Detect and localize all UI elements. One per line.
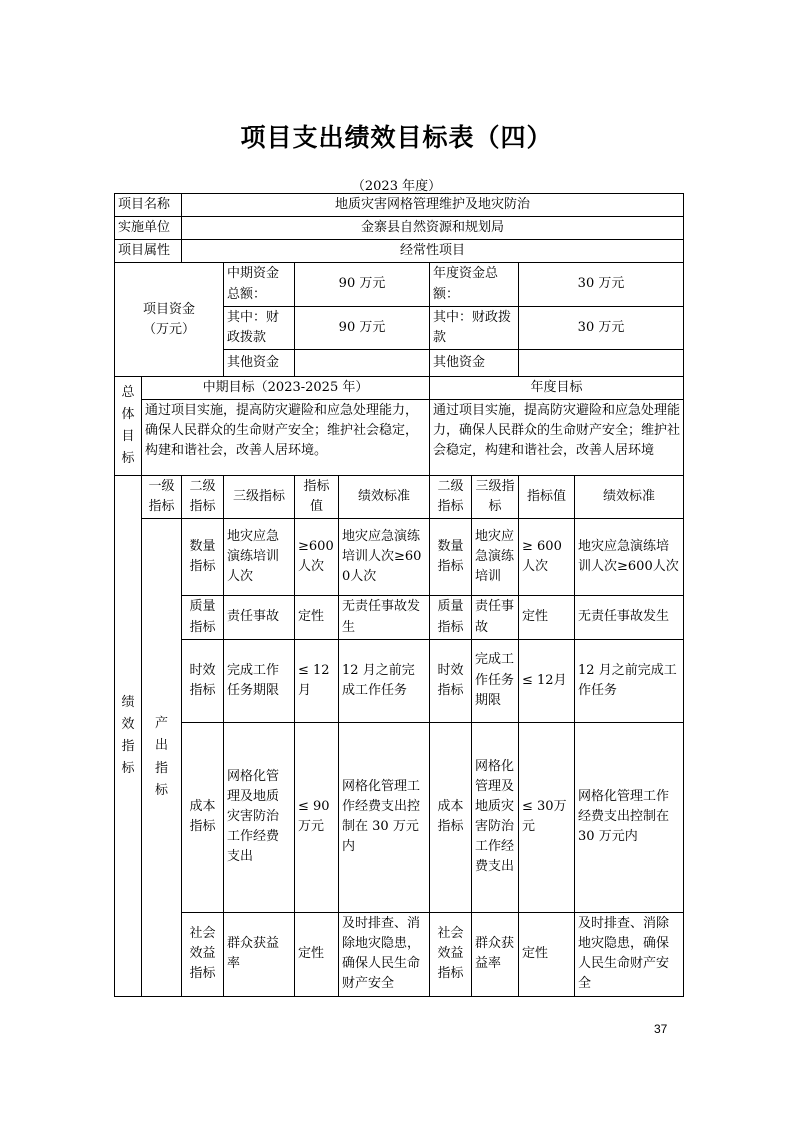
header-level2: 二级指标 — [182, 476, 224, 519]
mid-fiscal-value: 90 万元 — [295, 306, 430, 349]
level3-cell-year: 责任事故 — [472, 596, 519, 639]
project-name-label: 项目名称 — [115, 194, 182, 217]
funds-label: 项目资金（万元） — [115, 263, 224, 377]
header-value: 指标值 — [295, 476, 339, 519]
level3-cell-year: 群众获益率 — [472, 912, 519, 996]
standard-cell-year: 地灾应急演练培训人次≥600人次 — [575, 519, 684, 596]
standard-cell: 12 月之前完成工作任务 — [339, 639, 430, 722]
year-other-value — [519, 349, 684, 376]
level3-cell: 群众获益率 — [224, 912, 295, 996]
level2-cell: 数量指标 — [182, 519, 224, 596]
header-level2-year: 二级指标 — [430, 476, 472, 519]
value-cell: 定性 — [295, 596, 339, 639]
level3-cell-year: 完成工作任务期限 — [472, 639, 519, 722]
level2-cell-year: 成本指标 — [430, 722, 472, 912]
mid-total-value: 90 万元 — [295, 263, 430, 306]
level3-cell: 完成工作任务期限 — [224, 639, 295, 722]
mid-other-value — [295, 349, 430, 376]
page-number: 37 — [654, 1022, 668, 1036]
year-goal-header: 年度目标 — [430, 376, 684, 399]
standard-cell: 及时排查、消除地灾隐患，确保人民生命财产安全 — [339, 912, 430, 996]
mid-fiscal-label: 其中：财政拨款 — [224, 306, 295, 349]
value-cell: 定性 — [295, 912, 339, 996]
value-cell: ≤ 90万元 — [295, 722, 339, 912]
table-row — [115, 639, 684, 722]
mid-other-label: 其他资金 — [224, 349, 295, 376]
indicators-label: 绩效指标 — [115, 476, 142, 997]
mid-total-label: 中期资金总额： — [224, 263, 295, 306]
level2-cell: 社会效益指标 — [182, 912, 224, 996]
level2-cell-year: 社会效益指标 — [430, 912, 472, 996]
project-attribute-value: 经常性项目 — [182, 240, 684, 263]
year-label: （2023 年度） — [351, 179, 442, 194]
value-cell-year: ≤ 30万元 — [519, 722, 575, 912]
value-cell-year: 定性 — [519, 912, 575, 996]
implementing-unit-value: 金寨县自然资源和规划局 — [182, 217, 684, 240]
header-value-year: 指标值 — [519, 476, 575, 519]
level2-cell-year: 时效指标 — [430, 639, 472, 722]
funds-total-row — [115, 263, 684, 306]
level3-cell: 网格化管理及地质灾害防治工作经费支出 — [224, 722, 295, 912]
level2-cell: 成本指标 — [182, 722, 224, 912]
year-other-label: 其他资金 — [430, 349, 519, 376]
implementing-unit-row — [115, 217, 684, 240]
year-fiscal-label: 其中：财政拨款 — [430, 306, 519, 349]
project-attribute-row — [115, 240, 684, 263]
year-total-label: 年度资金总额： — [430, 263, 519, 306]
goals-header-row — [115, 376, 684, 399]
standard-cell-year: 无责任事故发生 — [575, 596, 684, 639]
level3-cell: 地灾应急演练培训人次 — [224, 519, 295, 596]
value-cell: ≤ 12月 — [295, 639, 339, 722]
header-level3-year: 三级指标 — [472, 476, 519, 519]
project-name-row — [115, 194, 684, 217]
project-attribute-label: 项目属性 — [115, 240, 182, 263]
goals-text-row — [115, 400, 684, 476]
level2-cell: 质量指标 — [182, 596, 224, 639]
year-total-value: 30 万元 — [519, 263, 684, 306]
year-goal-text: 通过项目实施，提高防灾避险和应急处理能力，确保人民群众的生命财产安全；维护社会稳定，构建和谐社会，改善人居环境 — [430, 400, 684, 476]
header-level3: 三级指标 — [224, 476, 295, 519]
level3-cell-year: 地灾应急演练培训 — [472, 519, 519, 596]
page-title: 项目支出绩效目标表（四） — [240, 123, 553, 152]
standard-cell-year: 12 月之前完成工作任务 — [575, 639, 684, 722]
level2-cell: 时效指标 — [182, 639, 224, 722]
level3-cell: 责任事故 — [224, 596, 295, 639]
value-cell-year: 定性 — [519, 596, 575, 639]
header-level1: 一级指标 — [142, 476, 182, 519]
goals-label: 总体目标 — [115, 376, 142, 475]
year-fiscal-value: 30 万元 — [519, 306, 684, 349]
value-cell-year: ≤ 12月 — [519, 639, 575, 722]
level2-cell-year: 数量指标 — [430, 519, 472, 596]
standard-cell: 无责任事故发生 — [339, 596, 430, 639]
performance-table — [114, 193, 684, 997]
standard-cell: 网格化管理工作经费支出控制在 30 万元内 — [339, 722, 430, 912]
table-row — [115, 596, 684, 639]
standard-cell-year: 及时排查、消除地灾隐患，确保人民生命财产安全 — [575, 912, 684, 996]
header-standard: 绩效标准 — [339, 476, 430, 519]
table-row — [115, 722, 684, 912]
implementing-unit-label: 实施单位 — [115, 217, 182, 240]
table-row — [115, 519, 684, 596]
output-indicator-label: 产出指标 — [142, 519, 182, 996]
project-name-value: 地质灾害网格管理维护及地灾防治 — [182, 194, 684, 217]
value-cell-year: ≥ 600人次 — [519, 519, 575, 596]
header-standard-year: 绩效标准 — [575, 476, 684, 519]
level3-cell-year: 网格化管理及地质灾害防治工作经费支出 — [472, 722, 519, 912]
table-row — [115, 912, 684, 996]
mid-goal-text: 通过项目实施，提高防灾避险和应急处理能力，确保人民群众的生命财产安全；维护社会稳定，构建和谐社会，改善人居环境。 — [142, 400, 430, 476]
value-cell: ≥600人次 — [295, 519, 339, 596]
standard-cell: 地灾应急演练培训人次≥600人次 — [339, 519, 430, 596]
indicators-header-row — [115, 476, 684, 519]
level2-cell-year: 质量指标 — [430, 596, 472, 639]
mid-goal-header: 中期目标（2023-2025 年） — [142, 376, 430, 399]
standard-cell-year: 网格化管理工作经费支出控制在 30 万元内 — [575, 722, 684, 912]
